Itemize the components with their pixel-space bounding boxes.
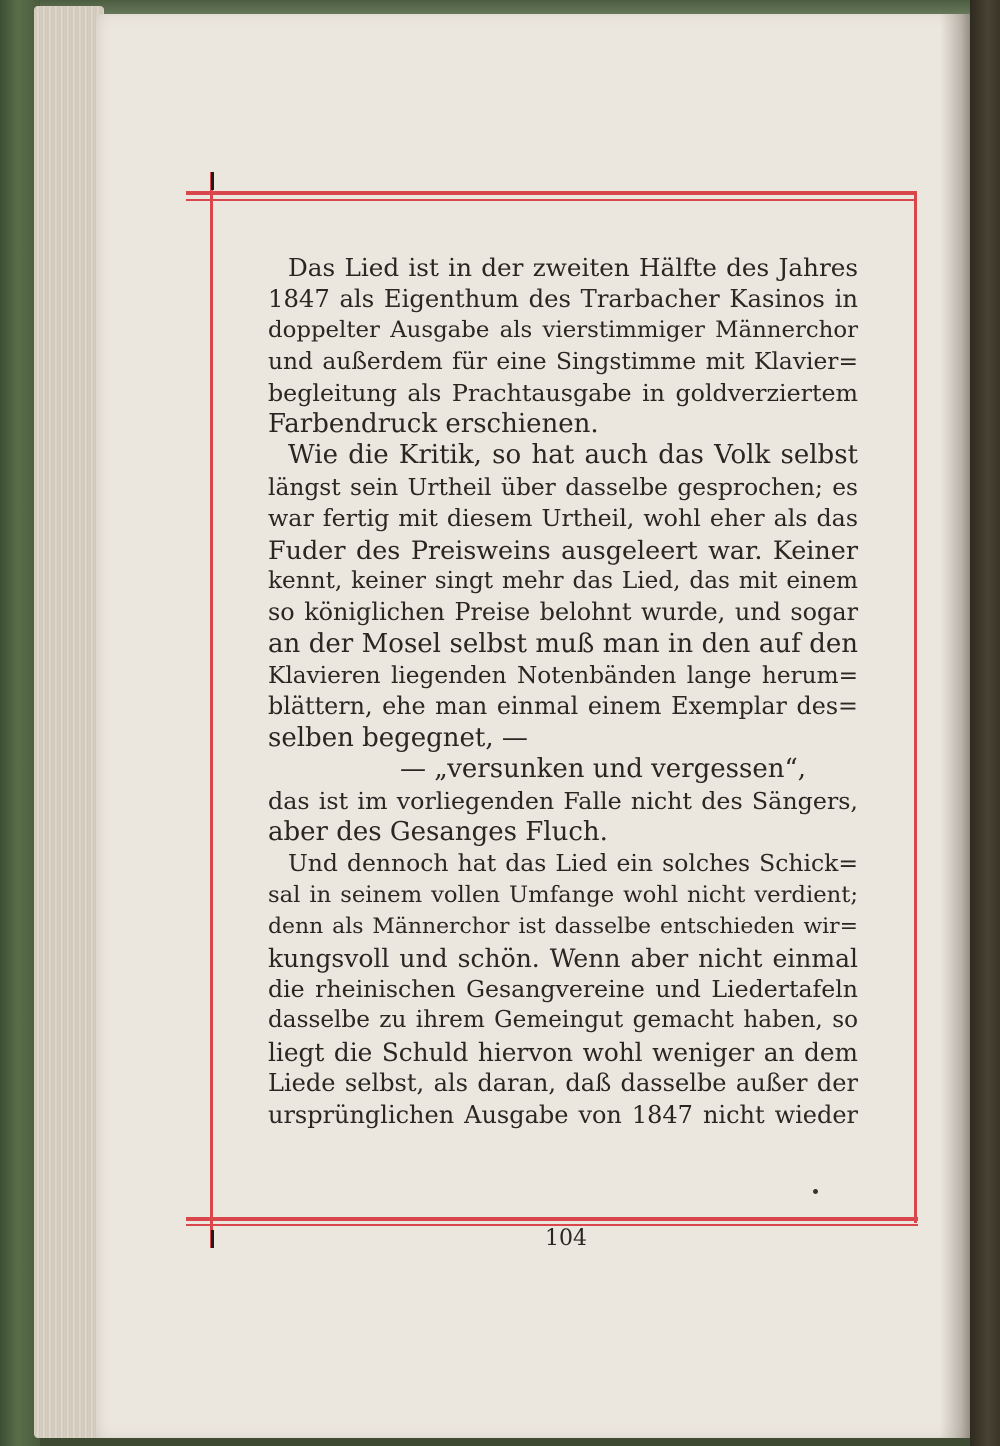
text-line: sal in seinem vollen Umfange wohl nicht verdient; xyxy=(268,881,858,908)
text-line: Liede selbst, als daran, daß dasselbe außer der xyxy=(268,1069,858,1098)
text-line: liegt die Schuld hiervon wohl weniger an dem xyxy=(268,1037,858,1067)
text-line: längst sein Urtheil über dasselbe gesprochen; es xyxy=(268,473,858,501)
text-line: Fuder des Preisweins ausgeleert war. Keiner xyxy=(268,534,858,565)
text-line: Klavieren liegenden Notenbänden lange herum= xyxy=(268,662,858,690)
text-line: dasselbe zu ihrem Gemeingut gemacht haben, so xyxy=(268,1007,858,1034)
text-line: doppelter Ausgabe als vierstimmiger Männerchor xyxy=(268,316,858,343)
text-line: Und dennoch hat das Lied ein solches Schick= xyxy=(288,849,858,878)
page-edges xyxy=(34,6,104,1438)
text-line: die rheinischen Gesangvereine und Liedertafeln xyxy=(268,974,858,1003)
text-line: selben begegnet, — xyxy=(268,722,528,753)
corner-mark-bottom xyxy=(211,1230,214,1248)
text-line: Farbendruck erschienen. xyxy=(268,408,599,439)
text-line: Wie die Kritik, so hat auch das Volk selbst xyxy=(288,440,858,471)
text-line: aber des Gesanges Fluch. xyxy=(268,817,608,848)
ink-speck xyxy=(813,1189,818,1194)
text-line: war fertig mit diesem Urtheil, wohl eher als das xyxy=(268,504,858,533)
text-line: das ist im vorliegenden Falle nicht des Sängers, xyxy=(268,786,858,815)
frame-left-rule xyxy=(210,172,213,1248)
text-line: an der Mosel selbst muß man in den auf den xyxy=(268,628,858,659)
text-line: kennt, keiner singt mehr das Lied, das mit einem xyxy=(268,567,858,594)
text-line: und außerdem für eine Singstimme mit Klavier= xyxy=(268,347,858,376)
text-line: kungsvoll und schön. Wenn aber nicht einmal xyxy=(268,943,858,973)
text-line: 1847 als Eigenthum des Trarbacher Kasinos in xyxy=(268,284,858,314)
text-line: ursprünglichen Ausgabe von 1847 nicht wieder xyxy=(268,1100,858,1129)
corner-mark-top xyxy=(211,172,214,190)
book-cover-right xyxy=(970,0,1000,1446)
frame-top-rule-thin xyxy=(186,199,916,201)
frame-right-rule xyxy=(914,191,917,1223)
book-cover-top xyxy=(0,0,1000,14)
frame-bottom-rule xyxy=(186,1217,918,1221)
page-number: 104 xyxy=(545,1226,587,1251)
text-line: denn als Männerchor ist dasselbe entschieden wir= xyxy=(268,914,858,940)
text-line: so königlichen Preise belohnt wurde, und sogar xyxy=(268,598,858,627)
text-line: blättern, ehe man einmal einem Exemplar des= xyxy=(268,692,858,721)
quote-line: — „versunken und vergessen“, xyxy=(399,754,807,785)
body-text xyxy=(268,252,858,1131)
text-line: Das Lied ist in der zweiten Hälfte des Jahres xyxy=(288,253,858,282)
text-line: begleitung als Prachtausgabe in goldverziertem xyxy=(268,378,858,407)
frame-top-rule xyxy=(186,191,916,195)
